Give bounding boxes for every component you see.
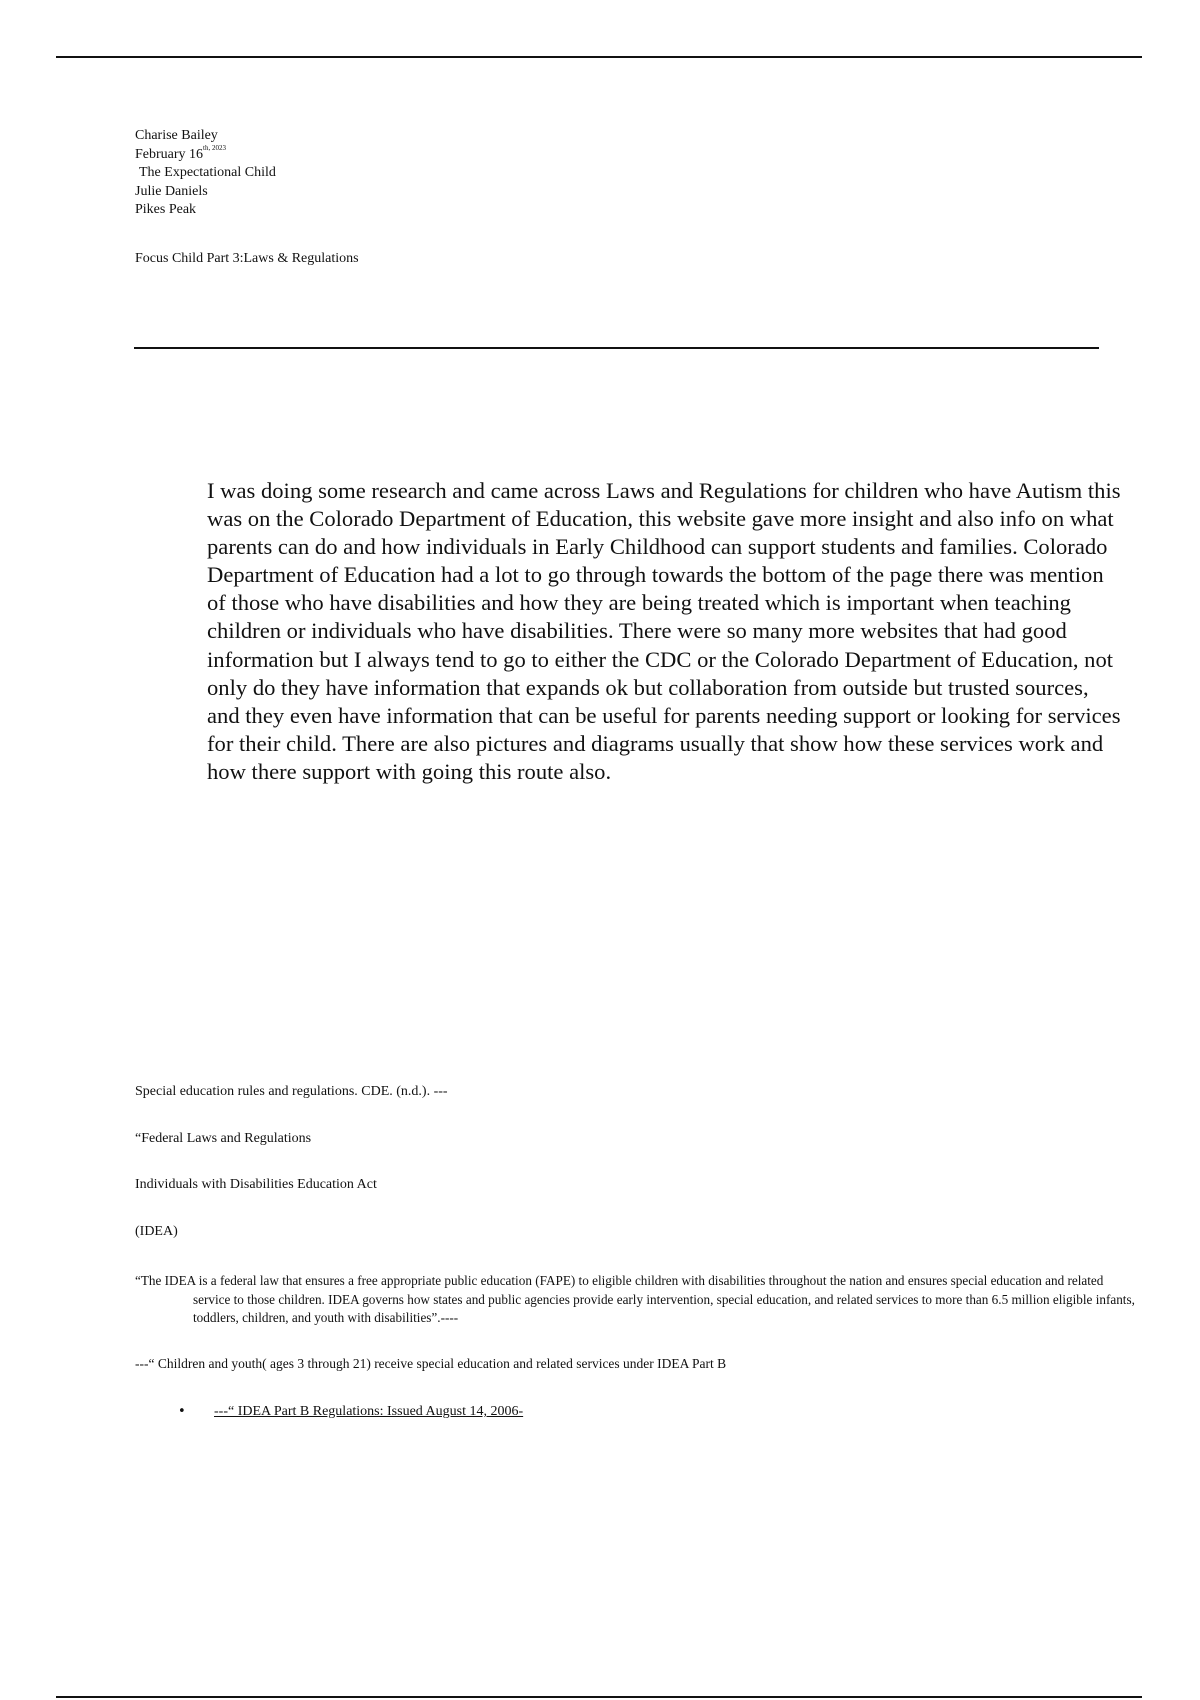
idea-part-b-link[interactable]: ---“ IDEA Part B Regulations: Issued August 14, 2006-: [214, 1404, 524, 1419]
reference-idea-full-name: Individuals with Disabilities Education Act: [135, 1177, 377, 1192]
date-superscript: th, 2023: [203, 143, 226, 152]
reference-idea-quote: “The IDEA is a federal law that ensures a free appropriate public education (FAPE) to eligible children with disabilities throughout the nation and ensures special education and related service to those children. IDEA governs how states and public agencies provide early intervention, special education, and related services to more than 6.5 million eligible infants, toddlers, children, and youth with disabilities”.----: [135, 1273, 1135, 1325]
reference-idea-abbreviation: (IDEA): [135, 1224, 178, 1239]
section-divider: [134, 347, 1099, 349]
course-name: The Expectational Child: [139, 165, 276, 180]
reference-federal-laws: “Federal Laws and Regulations: [135, 1131, 312, 1146]
bottom-divider: [56, 1696, 1142, 1698]
reference-citation: Special education rules and regulations. CDE. (n.d.). ---: [135, 1084, 448, 1099]
date-text: February 16: [135, 146, 204, 162]
bullet-icon: •: [178, 1404, 186, 1419]
author-name: Charise Bailey: [135, 128, 218, 143]
reference-part-b-note: ---“ Children and youth( ages 3 through 21) receive special education and related services under IDEA Part B: [135, 1356, 727, 1371]
school-name: Pikes Peak: [135, 202, 197, 217]
document-date: [135, 143, 276, 165]
bullet-list-item: [178, 1404, 523, 1420]
top-divider: [56, 56, 1142, 58]
body-paragraph: I was doing some research and came across Laws and Regulations for children who have Autism this was on the Colorado Department of Education, this website gave more insight and also info on what parents can do and how individuals in Early Childhood can support students and families. Colorado Department of Education had a lot to go through towards the bottom of the page there was mention of those who have disabilities and how they are being treated which is important when teaching children or individuals who have disabilities. There were so many more websites that had good information but I always tend to go to either the CDC or the Colorado Department of Education, not only do they have information that expands ok but collaboration from outside but trusted sources, and they even have information that can be useful for parents needing support or looking for services for their child. There are also pictures and diagrams usually that show how these services work and how there support with going this route also.: [207, 478, 1121, 784]
document-title: Focus Child Part 3:Laws & Regulations: [135, 251, 359, 266]
instructor-name: Julie Daniels: [135, 183, 208, 199]
document-header: [135, 127, 276, 220]
